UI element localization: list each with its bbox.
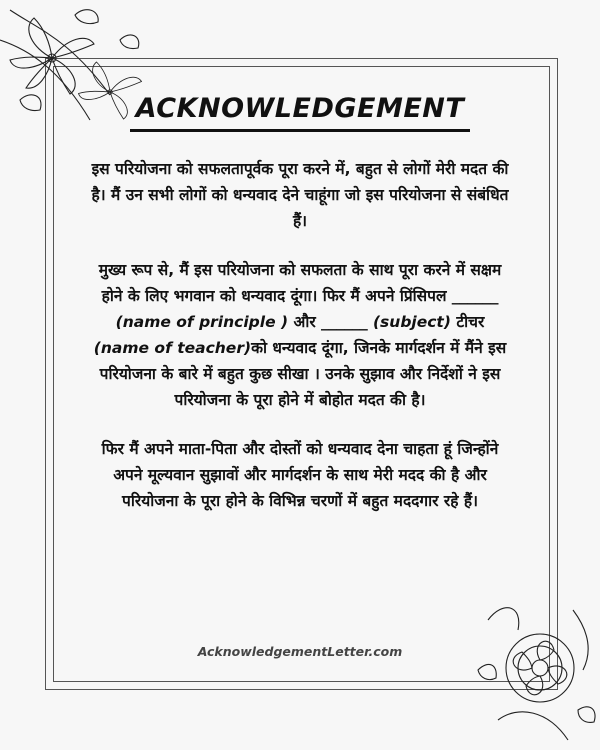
letter-content <box>90 92 510 537</box>
page-title: ACKNOWLEDGEMENT <box>135 93 465 124</box>
p2-text-e: टीचर <box>456 313 485 331</box>
p2-text-c: और <box>293 313 316 331</box>
p2-text-a: मुख्य रूप से, मैं इस परियोजना को सफलता के साथ पूरा करने में सक्षम होने के लिए भगवान को धन्यवाद दूंगा। फिर मैं अपने प्रिंसिपल <box>98 261 502 305</box>
principal-placeholder: ______ (name of principle ) <box>115 287 499 331</box>
paragraph-2 <box>90 257 510 413</box>
teacher-placeholder: (name of teacher) <box>93 339 252 357</box>
flower-bottom-right-icon <box>468 590 600 750</box>
p2-text-g: को धन्यवाद दूंगा, जिनके मार्गदर्शन में मैंने इस परियोजना के बारे में बहुत कुछ सीखा । उनके सुझाव और निर्देशों ने इस परियोजना के पूरा होने में बोहोत मदत की है। <box>99 339 507 409</box>
title-underline <box>130 129 470 132</box>
subject-placeholder: ______ (subject) <box>321 313 451 331</box>
paragraph-1: इस परियोजना को सफलतापूर्वक पूरा करने में, बहुत से लोगों मेरी मदत की है। मैं उन सभी लोगों को धन्यवाद देने चाहूंगा जो इस परियोजना से संबंधित हैं। <box>91 160 509 230</box>
footer-website: AcknowledgementLetter.com <box>197 644 403 659</box>
paragraph-3: फिर मैं अपने माता-पिता और दोस्तों को धन्यवाद देना चाहता हूं जिन्होंने अपने मूल्यवान सुझावों और मार्गदर्शन के साथ मेरी मदद की है और परियोजना के पूरा होने के विभिन्न चरणों में बहुत मददगार रहे हैं। <box>101 440 499 510</box>
